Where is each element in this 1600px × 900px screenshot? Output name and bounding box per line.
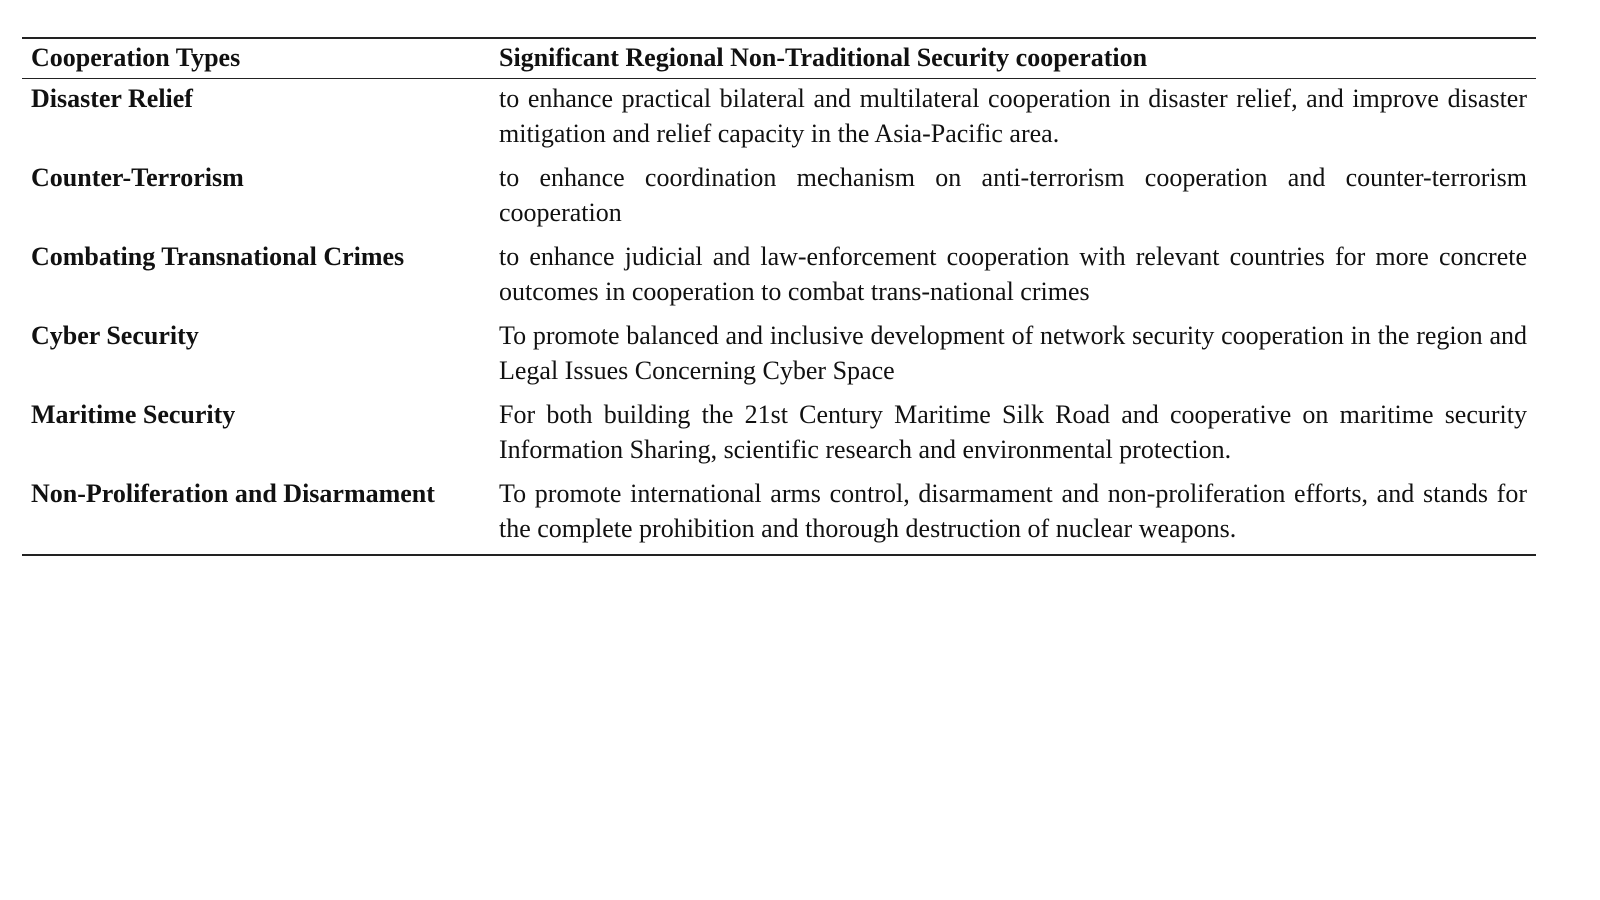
table-row xyxy=(22,79,1536,159)
cooperation-table-container xyxy=(22,37,1536,556)
row-type-non-proliferation: Non-Proliferation and Disarmament xyxy=(31,479,435,508)
row-description-counter-terrorism: to enhance coordination mechanism on anti-terrorism cooperation and counter-terrorism cooperation xyxy=(499,163,1527,227)
table-row xyxy=(22,474,1536,555)
row-type-disaster-relief: Disaster Relief xyxy=(31,84,193,113)
table-row xyxy=(22,237,1536,316)
row-type-maritime-security: Maritime Security xyxy=(31,400,236,429)
header-significant-cooperation: Significant Regional Non-Traditional Security cooperation xyxy=(499,43,1148,72)
table-body xyxy=(22,79,1536,556)
row-description-non-proliferation: To promote international arms control, disarmament and non-proliferation efforts, and stands for the complete prohibition and thorough destruction of nuclear weapons. xyxy=(499,479,1527,543)
row-type-cyber-security: Cyber Security xyxy=(31,321,199,350)
row-description-disaster-relief: to enhance practical bilateral and multilateral cooperation in disaster relief, and improve disaster mitigation and relief capacity in the Asia-Pacific area. xyxy=(499,84,1527,148)
header-row xyxy=(22,38,1536,79)
row-type-transnational-crimes: Combating Transnational Crimes xyxy=(31,242,405,271)
table-row xyxy=(22,158,1536,237)
row-type-counter-terrorism: Counter-Terrorism xyxy=(31,163,244,192)
table-header xyxy=(22,38,1536,79)
cooperation-table xyxy=(22,37,1536,556)
row-description-transnational-crimes: to enhance judicial and law-enforcement cooperation with relevant countries for more concrete outcomes in cooperation to combat trans-national crimes xyxy=(499,242,1527,306)
row-description-cyber-security: To promote balanced and inclusive development of network security cooperation in the region and Legal Issues Concerning Cyber Space xyxy=(499,321,1527,385)
row-description-maritime-security: For both building the 21st Century Maritime Silk Road and cooperative on maritime security Information Sharing, scientific research and environmental protection. xyxy=(499,400,1527,464)
table-row xyxy=(22,316,1536,395)
header-cooperation-types: Cooperation Types xyxy=(31,43,241,72)
table-row xyxy=(22,395,1536,474)
